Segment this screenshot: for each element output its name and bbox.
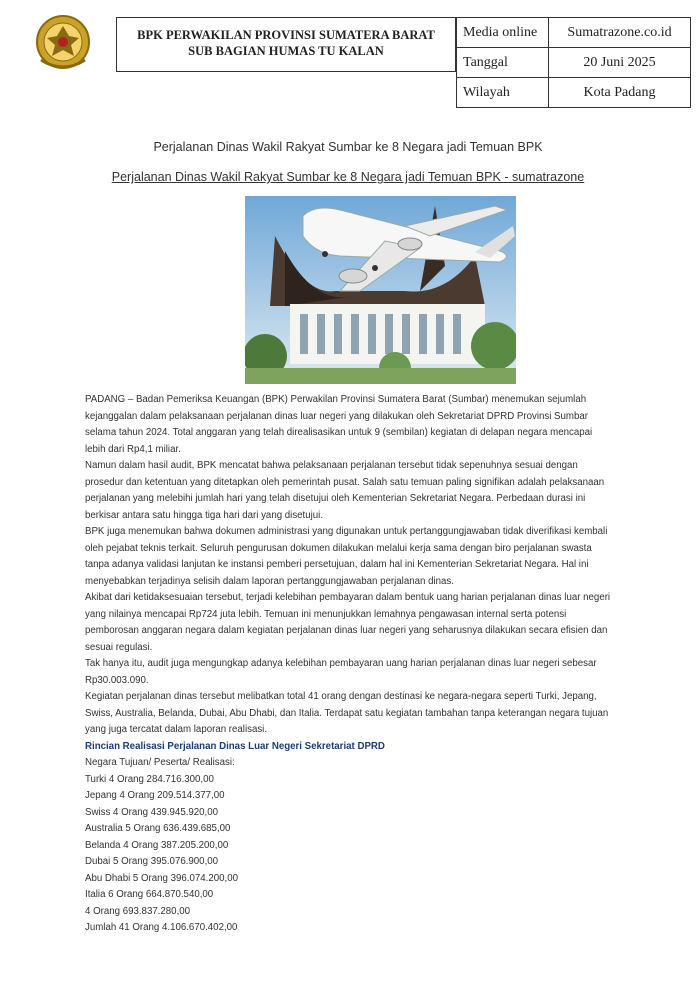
list-item: Jumlah 41 Orang 4.106.670.402,00 <box>85 922 238 933</box>
list-item: Australia 5 Orang 636.439.685,00 <box>85 823 231 834</box>
article-link-title[interactable]: Perjalanan Dinas Wakil Rakyat Sumbar ke 8 Negara jadi Temuan BPK - sumatrazone <box>111 170 585 184</box>
paragraph: Namun dalam hasil audit, BPK mencatat bahwa pelaksanaan perjalanan tersebut tidak sepenuhnya sesuai dengan prosedur dan ketentuan yang ditetapkan oleh pemerintah pusat. Salah satu temuan paling signifikan adalah pelaksanaan perjalanan yang melebihi jumlah hari yang telah disetujui oleh Kementerian Sekretariat Negara. Perbedaan durasi ini berkisar antara satu hingga tiga hari dari yang disetujui. <box>85 460 605 521</box>
list-item: Turki 4 Orang 284.716.300,00 <box>85 773 214 785</box>
meta-value: Sumatrazone.co.id <box>549 18 691 48</box>
meta-value: Kota Padang <box>549 78 691 108</box>
list-item: Italia 6 Orang 664.870.540,00 <box>85 889 214 900</box>
rincian-heading: Rincian Realisasi Perjalanan Dinas Luar Negeri Sekretariat DPRD <box>85 740 385 752</box>
list-item: Abu Dhabi 5 Orang 396.074.200,00 <box>85 872 238 884</box>
meta-table <box>456 17 691 108</box>
list-item: Swiss 4 Orang 439.945.920,00 <box>85 806 219 818</box>
bpk-logo <box>33 14 93 72</box>
meta-key: Media online <box>457 18 549 48</box>
paragraph: Kegiatan perjalanan dinas tersebut melibatkan total 41 orang dengan destinasi ke negara-negara seperti Turki, Jepang, Swiss, Australia, Belanda, Dubai, Abu Dhabi, dan Italia. Terdapat satu kegiatan tambahan tanpa keterangan negara tujuan yang juga tercatat dalam laporan realisasi. <box>85 691 609 735</box>
meta-key: Wilayah <box>457 78 549 108</box>
paragraph: BPK juga menemukan bahwa dokumen administrasi yang digunakan untuk pertanggungjawaban tidak diverifikasi kembali oleh pejabat teknis terkait. Seluruh pengurusan dokumen dilakukan melalui kerja sama dengan biro perjalanan swasta tanpa adanya validasi lanjutan ke instansi pemberi persetujuan, dalam hal ini Kementerian Sekretariat Negara. Hal ini menyebabkan terjadinya selisih dalam laporan pertanggungjawaban perjalanan dinas. <box>85 526 608 587</box>
list-item: 4 Orang 693.837.280,00 <box>85 905 191 917</box>
rincian-subheading: Negara Tujuan/ Peserta/ Realisasi: <box>85 757 235 768</box>
paragraph: Tak hanya itu, audit juga mengungkap adanya kelebihan pembayaran uang harian perjalanan dinas luar negeri sebesar Rp30.003.090. <box>85 658 597 686</box>
article-body <box>85 392 615 937</box>
article-title: Perjalanan Dinas Wakil Rakyat Sumbar ke 8 Negara jadi Temuan BPK <box>153 140 543 154</box>
meta-value: 20 Juni 2025 <box>549 48 691 78</box>
paragraph: Akibat dari ketidaksesuaian tersebut, terjadi kelebihan pembayaran dalam bentuk uang harian perjalanan dinas luar negeri yang nilainya mencapai Rp724 juta lebih. Temuan ini menunjukkan lemahnya pengawasan internal serta potensi pemborosan anggaran negara dalam kegiatan perjalanan dinas luar negeri yang seharusnya dilakukan secara efisien dan sesuai regulasi. <box>85 592 611 653</box>
list-item: Jepang 4 Orang 209.514.377,00 <box>85 790 225 801</box>
list-item: Belanda 4 Orang 387.205.200,00 <box>85 839 229 851</box>
meta-key: Tanggal <box>457 48 549 78</box>
article-photo <box>245 196 516 384</box>
org-line-2: SUB BAGIAN HUMAS TU KALAN <box>188 44 384 58</box>
meta-row <box>457 78 691 108</box>
meta-row <box>457 48 691 78</box>
paragraph: PADANG – Badan Pemeriksa Keuangan (BPK) Perwakilan Provinsi Sumatera Barat (Sumbar) menemukan sejumlah kejanggalan dalam pelaksanaan perjalanan dinas luar negeri yang dilakukan oleh Sekretariat DPRD Provinsi Sumbar selama tahun 2024. Total anggaran yang telah direalisasikan untuk 9 (sembilan) kegiatan di delapan negara mencapai lebih dari Rp4,1 miliar. <box>85 394 593 455</box>
list-item: Dubai 5 Orang 395.076.900,00 <box>85 856 219 867</box>
meta-row <box>457 18 691 48</box>
header-org-box <box>116 17 456 72</box>
org-line-1: BPK PERWAKILAN PROVINSI SUMATERA BARAT <box>137 28 435 42</box>
